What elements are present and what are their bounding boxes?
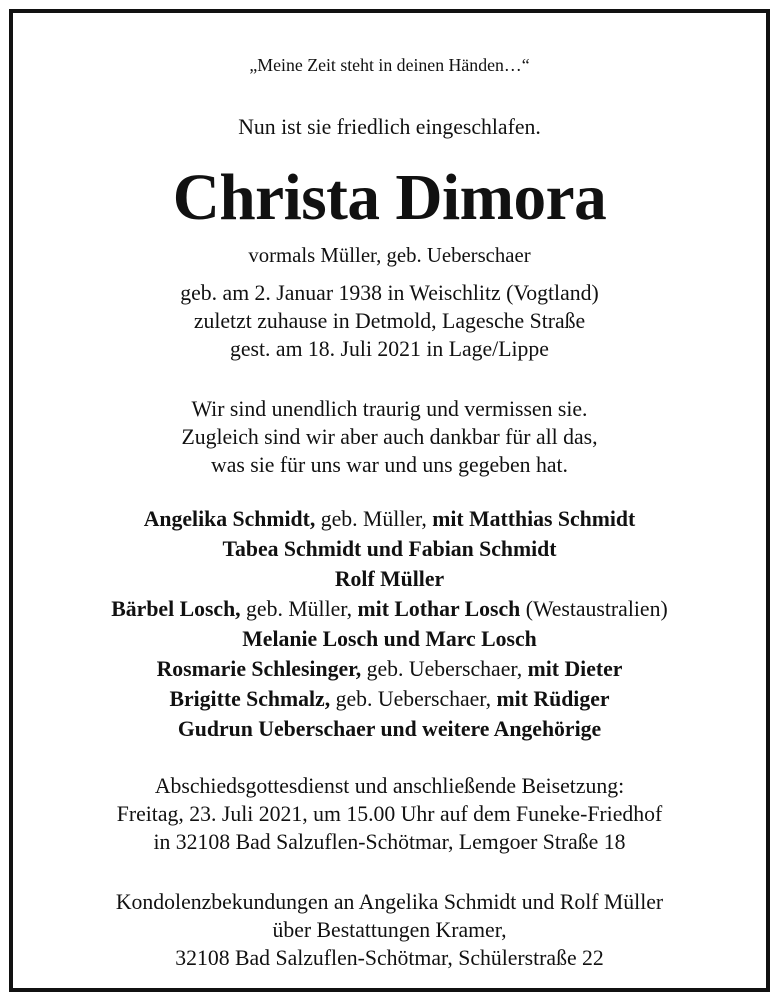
family-line	[13, 717, 766, 742]
family-partner: mit Rüdiger	[496, 687, 610, 711]
family-partner: mit Dieter	[527, 657, 623, 681]
obituary-border	[9, 9, 770, 992]
family-name: Gudrun Ueberschaer und weitere Angehörige	[177, 717, 602, 741]
family-name: Melanie Losch und Marc Losch	[242, 627, 537, 651]
service-line: Abschiedsgottesdienst und anschließende Beisetzung:	[154, 774, 625, 798]
family-partner: mit Matthias Schmidt	[432, 507, 636, 531]
family-note: geb. Ueberschaer,	[330, 687, 497, 711]
family-line	[13, 657, 766, 682]
family-note: geb. Müller,	[240, 597, 358, 621]
condolence-line: 32108 Bad Salzuflen-Schötmar, Schülerstraße 22	[175, 946, 604, 970]
family-name: Tabea Schmidt und Fabian Schmidt	[222, 537, 557, 561]
family-note: geb. Müller,	[315, 507, 433, 531]
deceased-name: Christa Dimora	[172, 162, 607, 234]
message-line: Zugleich sind wir aber auch dankbar für all das,	[181, 425, 598, 449]
intro-text: Nun ist sie friedlich eingeschlafen.	[238, 115, 541, 139]
family-extra: (Westaustralien)	[520, 597, 668, 621]
family-name: Bärbel Losch,	[111, 597, 241, 621]
obituary-content	[13, 13, 766, 988]
message-line: Wir sind unendlich traurig und vermissen sie.	[191, 397, 588, 421]
family-name: Brigitte Schmalz,	[169, 687, 331, 711]
family-note: geb. Ueberschaer,	[361, 657, 528, 681]
service-line: in 32108 Bad Salzuflen-Schötmar, Lemgoer Straße 18	[153, 830, 626, 854]
family-line	[13, 597, 766, 622]
former-names: vormals Müller, geb. Ueberschaer	[248, 244, 531, 267]
service-line: Freitag, 23. Juli 2021, um 15.00 Uhr auf dem Funeke-Friedhof	[116, 802, 663, 826]
condolence-line: Kondolenzbekundungen an Angelika Schmidt und Rolf Müller	[115, 890, 664, 914]
family-line	[13, 687, 766, 712]
family-line	[13, 567, 766, 592]
family-name: Rolf Müller	[334, 567, 445, 591]
residence-line: zuletzt zuhause in Detmold, Lagesche Straße	[193, 309, 586, 333]
family-line	[13, 627, 766, 652]
message-line: was sie für uns war und uns gegeben hat.	[211, 453, 568, 477]
family-partner: mit Lothar Losch	[357, 597, 521, 621]
family-name: Angelika Schmidt,	[143, 507, 316, 531]
birth-line: geb. am 2. Januar 1938 in Weischlitz (Vogtland)	[180, 281, 599, 305]
family-name: Rosmarie Schlesinger,	[156, 657, 362, 681]
condolence-line: über Bestattungen Kramer,	[272, 918, 507, 942]
family-line	[13, 507, 766, 532]
death-line: gest. am 18. Juli 2021 in Lage/Lippe	[230, 337, 549, 361]
motto-quote: „Meine Zeit steht in deinen Händen…“	[249, 55, 530, 75]
family-line	[13, 537, 766, 562]
